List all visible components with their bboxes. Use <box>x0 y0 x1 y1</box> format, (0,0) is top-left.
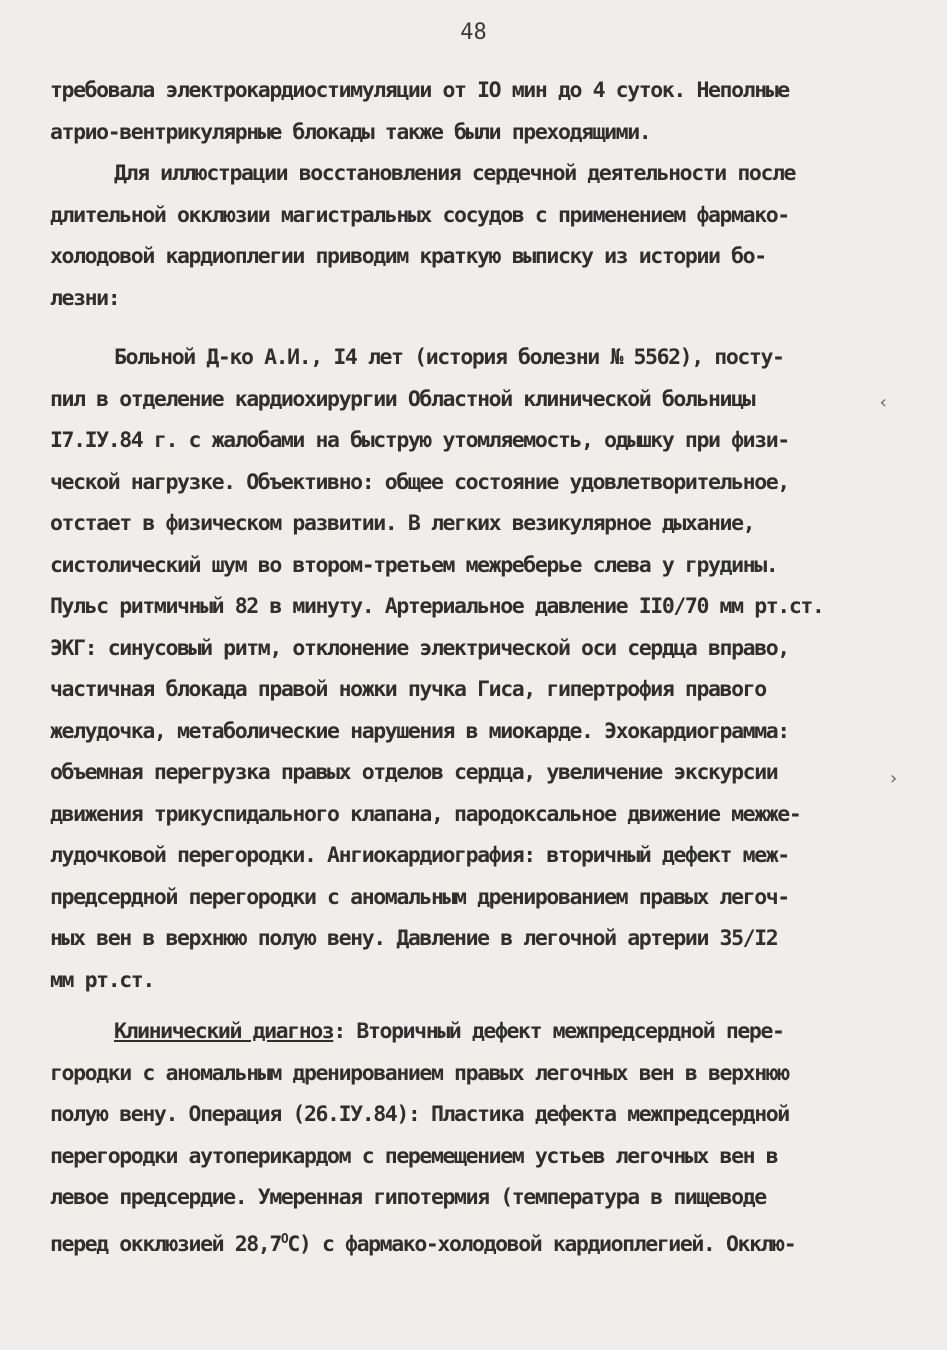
text-fragment: С) с фармако-холодовой кардиоплегией. Окклю- <box>287 1231 796 1257</box>
text-line: отстает в физическом развитии. В легких везикулярное дыхание, <box>50 511 755 536</box>
paragraph-gap <box>50 319 920 337</box>
text-line: систолический шум во втором-третьем межреберье слева у грудины. <box>50 552 778 578</box>
text-line: атрио-вентрикулярные блокады также были преходящими. <box>50 119 651 145</box>
text-line: городки с аномальным дренированием правых легочных вен в верхнюю <box>50 1060 789 1086</box>
document-body <box>50 70 920 1260</box>
text-line: ных вен в верхнюю полую вену. Давление в легочной артерии 35/I2 <box>50 926 778 951</box>
text-line: объемная перегрузка правых отделов сердца, увеличение экскурсии <box>50 760 778 785</box>
paragraph-start: Больной Д-ко А.И., I4 лет (история болезни № 5562), посту- <box>114 345 784 370</box>
text-line: ЭКГ: синусовый ритм, отклонение электрической оси сердца вправо, <box>50 635 789 661</box>
paragraph-start: Для иллюстрации восстановления сердечной деятельности после <box>114 161 796 186</box>
text-line: мм рт.ст. <box>50 967 154 993</box>
diagnosis-label: Клинический диагноз <box>114 1019 334 1044</box>
text-line: холодовой кардиоплегии приводим краткую выписку из истории бо- <box>50 244 766 269</box>
text-line: лезни: <box>50 285 120 311</box>
text-line: перегородки аутоперикардом с перемещением устьев легочных вен в <box>50 1143 778 1169</box>
text-line: полую вену. Операция (26.IУ.84): Пластика дефекта межпредсердной <box>50 1102 789 1127</box>
margin-mark-icon: › <box>888 768 899 789</box>
text-line: Пульс ритмичный 82 в минуту. Артериальное давление II0/70 мм рт.ст. <box>50 594 824 619</box>
text-line: предсердной перегородки с аномальным дренированием правых легоч- <box>50 884 789 910</box>
paragraph-gap <box>50 1001 920 1011</box>
text-line: желудочка, метаболические нарушения в миокарде. Эхокардиограмма: <box>50 718 789 744</box>
text-line: требовала электрокардиостимуляции от IO мин до 4 суток. Неполные <box>50 78 789 103</box>
text-line: длительной окклюзии магистральных сосудов с применением фармако- <box>50 202 789 228</box>
text-line: левое предсердие. Умеренная гипотермия (температура в пищеводе <box>50 1185 766 1210</box>
degree-sign: О <box>280 1231 288 1247</box>
text-line: пил в отделение кардиохирургии Областной клинической больницы <box>50 386 755 412</box>
diagnosis-text: : Вторичный дефект межпредсердной пере- <box>333 1019 784 1044</box>
diagnosis-line <box>50 1011 920 1053</box>
text-line: движения трикуспидального клапана, пародоксальное движение межже- <box>50 801 801 827</box>
text-line-last <box>50 1219 920 1261</box>
page-number: 48 <box>460 20 487 45</box>
margin-mark-icon: ‹ <box>878 392 889 413</box>
text-line: I7.IУ.84 г. с жалобами на быструю утомляемость, одышку при физи- <box>50 428 789 453</box>
text-line: ческой нагрузке. Объективно: общее состояние удовлетворительное, <box>50 469 789 495</box>
text-line: частичная блокада правой ножки пучка Гиса, гипертрофия правого <box>50 677 766 702</box>
text-line: лудочковой перегородки. Ангиокардиография: вторичный дефект меж- <box>50 843 789 868</box>
text-fragment: перед окклюзией 28,7 <box>50 1231 281 1257</box>
